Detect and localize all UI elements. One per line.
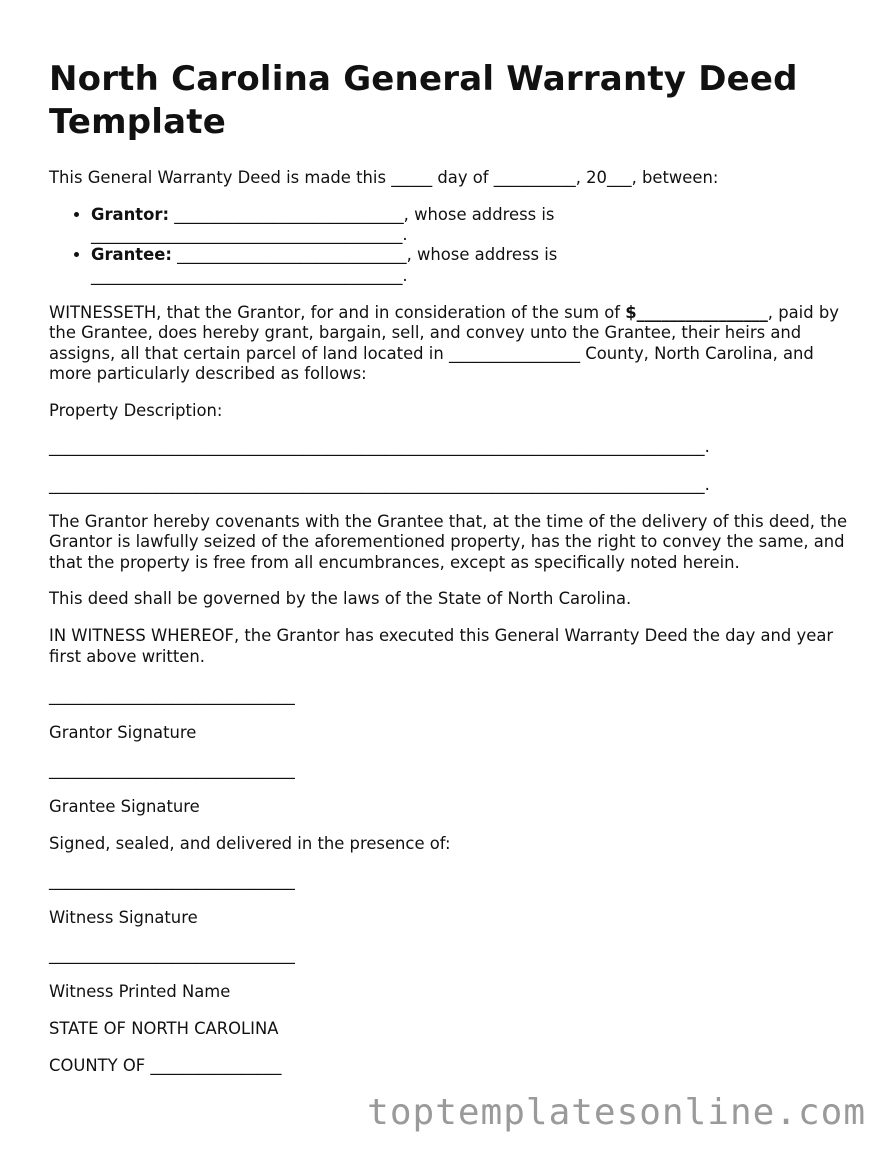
witness-printed-name-label: Witness Printed Name xyxy=(49,982,231,1002)
witnesseth-before: WITNESSETH, that the Grantor, for and in consideration of the sum of xyxy=(49,302,626,322)
grantee-label: Grantee: xyxy=(91,245,172,265)
grantee-text: ____________________________, whose address is ______________________________________. xyxy=(91,245,558,285)
party-grantor xyxy=(91,205,861,246)
witness-signature-label: Witness Signature xyxy=(49,908,198,928)
in-witness-paragraph: IN WITNESS WHEREOF, the Grantor has executed this General Warranty Deed the day and year first above written. xyxy=(49,626,834,666)
grantor-signature-label: Grantor Signature xyxy=(49,723,197,743)
intro-paragraph: This General Warranty Deed is made this _____ day of __________, 20___, between: xyxy=(49,168,719,187)
property-line-2: ________________________________________________________________________________. xyxy=(49,474,710,494)
grantee-signature-label: Grantee Signature xyxy=(49,797,200,817)
grantor-label: Grantor: xyxy=(91,204,169,224)
governing-law-paragraph: This deed shall be governed by the laws of the State of North Carolina. xyxy=(49,589,632,609)
witness-printed-name-line: ______________________________ xyxy=(49,944,295,964)
grantor-signature-line: ______________________________ xyxy=(49,685,295,705)
document-page xyxy=(49,58,861,1093)
parties-list xyxy=(49,205,861,286)
presence-paragraph: Signed, sealed, and delivered in the presence of: xyxy=(49,834,451,854)
property-line-1: ________________________________________________________________________________. xyxy=(49,437,710,457)
party-grantee xyxy=(91,245,861,286)
property-description-label: Property Description: xyxy=(49,400,223,420)
consideration-amount: $________________ xyxy=(625,302,768,322)
witnesseth-paragraph xyxy=(49,303,861,384)
county-heading: COUNTY OF ________________ xyxy=(49,1055,282,1075)
watermark-text: toptemplatesonline.com xyxy=(367,1092,866,1133)
grantee-signature-line: ______________________________ xyxy=(49,759,295,779)
witness-signature-line: ______________________________ xyxy=(49,870,295,890)
state-heading: STATE OF NORTH CAROLINA xyxy=(49,1019,279,1039)
witnesseth-after: , paid by the Grantee, does hereby grant, bargain, sell, and convey unto the Grantee, their heirs and assigns, all that certain parcel of land located in ________________ County, North Carolina, and more particularly described as follows: xyxy=(49,302,839,383)
covenant-paragraph: The Grantor hereby covenants with the Grantee that, at the time of the delivery of this deed, the Grantor is lawfully seized of the aforementioned property, has the right to convey the same, and that the property is free from all encumbrances, except as specifically noted herein. xyxy=(49,512,848,572)
grantor-text: ____________________________, whose address is ______________________________________. xyxy=(91,204,555,245)
document-title: North Carolina General Warranty Deed Template xyxy=(49,59,798,142)
